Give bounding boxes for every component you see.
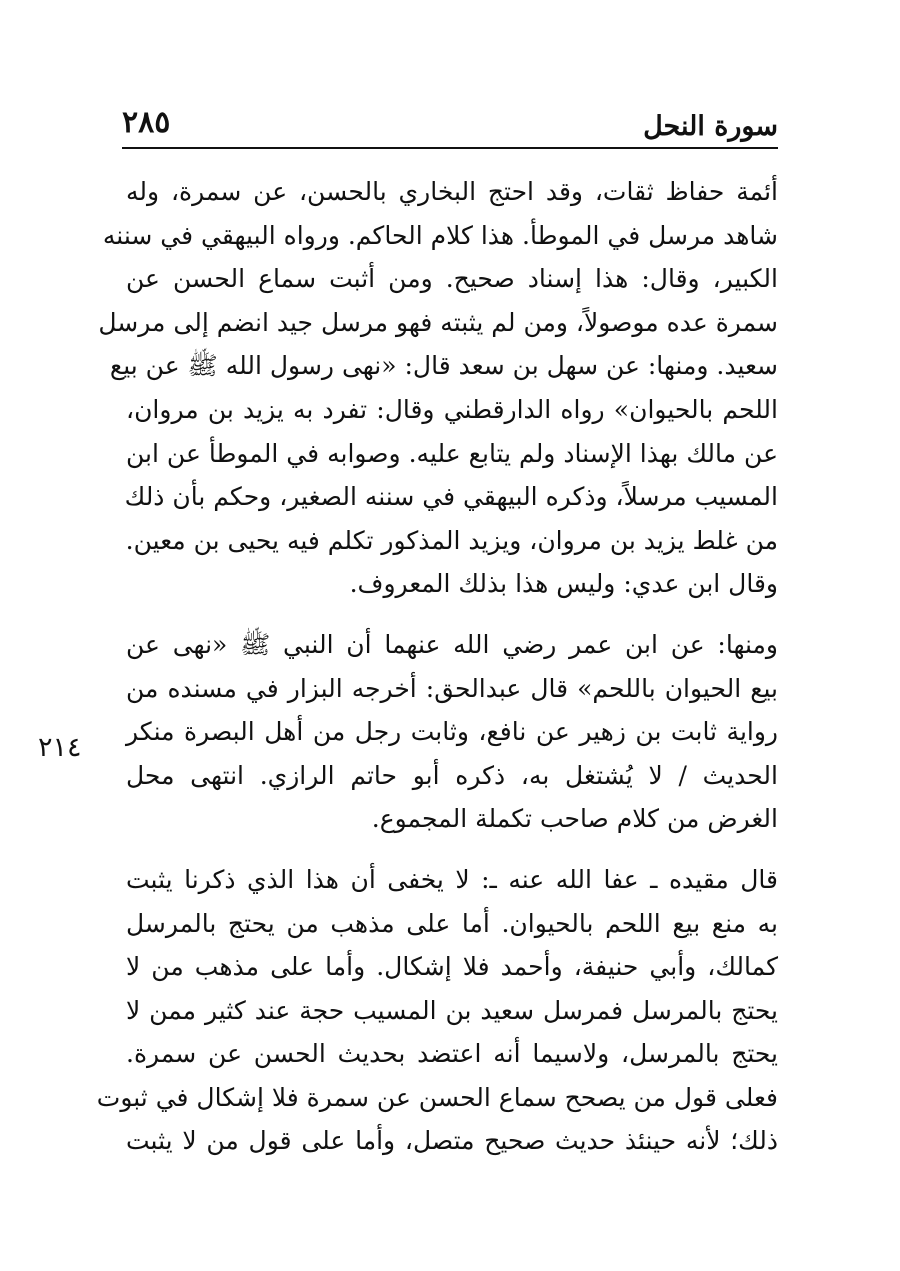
text-line: به منع بيع اللحم بالحيوان. أما على مذهب من يحتج بالمرسل <box>126 908 778 938</box>
text-line: الغرض من كلام صاحب تكملة المجموع. <box>371 804 778 834</box>
text-line: الحديث / لا يُشتغل به، ذكره أبو حاتم الرازي. انتهى محل <box>126 760 778 790</box>
text-line: المسيب مرسلاً، وذكره البيهقي في سننه الصغير، وحكم بأن ذلك <box>124 482 778 512</box>
text-line: الكبير، وقال: هذا إسناد صحيح. ومن أثبت سماع الحسن عن <box>126 264 778 294</box>
text-line: يحتج بالمرسل، ولاسيما أنه اعتضد بحديث الحسن عن سمرة. <box>126 1039 778 1069</box>
text-line: قال مقيده ـ عفا الله عنه ـ: لا يخفى أن هذا الذي ذكرنا يثبت <box>126 864 778 894</box>
text-line: وقال ابن عدي: وليس هذا بذلك المعروف. <box>349 569 778 599</box>
paragraph-1 <box>98 170 778 606</box>
text-line: يحتج بالمرسل فمرسل سعيد بن المسيب حجة عند كثير ممن لا <box>126 995 778 1025</box>
text-line: ومنها: عن ابن عمر رضي الله عنهما أن النبي ﷺ «نهى عن <box>126 629 778 659</box>
text-line: سعيد. ومنها: عن سهل بن سعد قال: «نهى رسول الله ﷺ عن بيع <box>109 351 778 381</box>
text-line: رواية ثابت بن زهير عن نافع، وثابت رجل من أهل البصرة منكر <box>126 717 778 747</box>
text-line: شاهد مرسل في الموطأ. هذا كلام الحاكم. ورواه البيهقي في سننه <box>102 220 778 250</box>
body-text <box>96 170 778 1163</box>
text-line: فعلى قول من يصحح سماع الحسن عن سمرة فلا إشكال في ثبوت <box>96 1082 778 1112</box>
text-line: سمرة عده موصولاً، ومن لم يثبته فهو مرسل جيد انضم إلى مرسل <box>98 307 778 337</box>
text-line: أئمة حفاظ ثقات، وقد احتج البخاري بالحسن، عن سمرة، وله <box>126 177 778 206</box>
running-title: سورة النحل <box>643 111 778 142</box>
text-line: عن مالك بهذا الإسناد ولم يتابع عليه. وصوابه في الموطأ عن ابن <box>126 438 778 468</box>
text-line: كمالك، وأبي حنيفة، وأحمد فلا إشكال. وأما على مذهب من لا <box>126 952 778 982</box>
page-number: ٢٨٥ <box>122 105 171 140</box>
text-line: بيع الحيوان باللحم» قال عبدالحق: أخرجه البزار في مسنده من <box>126 673 778 703</box>
paragraph-3 <box>96 858 778 1163</box>
page-header <box>122 103 778 149</box>
text-line: اللحم بالحيوان» رواه الدارقطني وقال: تفرد به يزيد بن مروان، <box>126 394 778 424</box>
text-line: ذلك؛ لأنه حينئذ حديث صحيح متصل، وأما على قول من لا يثبت <box>126 1126 778 1156</box>
paragraph-2 <box>126 623 778 841</box>
margin-page-reference: ٢١٤ <box>38 732 82 763</box>
text-line: من غلط يزيد بن مروان، ويزيد المذكور تكلم فيه يحيى بن معين. <box>125 525 778 555</box>
